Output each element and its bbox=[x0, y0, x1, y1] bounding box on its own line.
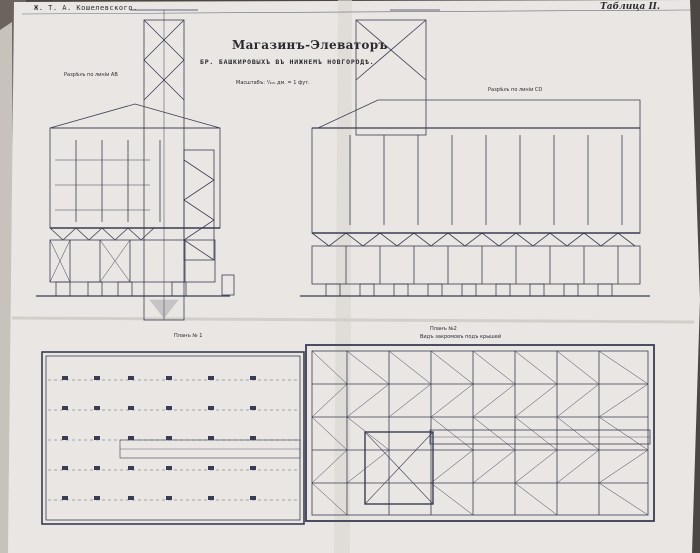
sheet-title: Магазинъ-Элеваторъ bbox=[232, 38, 388, 52]
plan-2-subcaption: Видъ закромовъ подъ крышей bbox=[420, 334, 502, 340]
plan-2-caption: Планъ №2 bbox=[430, 326, 457, 332]
paper-sheet bbox=[8, 0, 700, 553]
section-cd-caption: Разрѣзъ по линiи CD bbox=[488, 87, 543, 93]
table-number: Таблица II. bbox=[600, 2, 660, 12]
scale-note: Масштабъ: ¹⁄₁₀₀ дм. = 1 фут. bbox=[236, 80, 310, 86]
running-header: Ж. Т. А. Кошелевского. bbox=[34, 4, 138, 12]
section-ab-caption: Разрѣзъ по линiи АВ bbox=[64, 72, 118, 78]
plan-1-caption: Планъ № 1 bbox=[174, 333, 203, 339]
sheet-subtitle: БР. БАШКИРОВЫХЪ ВЪ НИЖНЕМЪ НОВГОРОДѢ. bbox=[200, 58, 375, 66]
